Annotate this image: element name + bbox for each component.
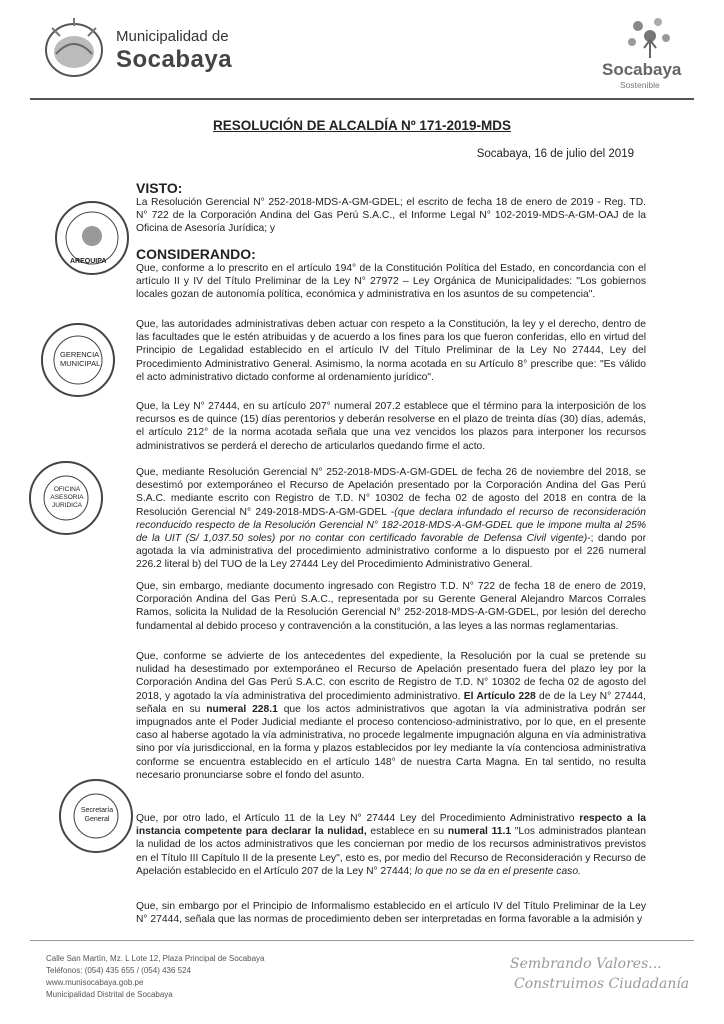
paragraph-4-part-a: Que, mediante Resolución Gerencial N° 252-2018-MDS-A-GM-GDEL de fecha 26 de noviembre del 2018, se desestimó por extemporáneo el Recurso de Apelación presentado por la Corporación Andina del Gas Perú S.A.C. mediante escrito con Registro de T.D. N° 10302 de fecha 02 de agosto del 2018 en contra de la Resolución Gerencial N° 249-2018-MDS-A-GM-GDEL - (136, 467, 646, 518)
paragraph-2: Que, las autoridades administrativas deben actuar con respeto a la Constitución, la ley y el derecho, dentro de las facultades que le estén atribuidas y de acuerdo a los fines para los que fueron conferidas, ello en virtud del Principio de Legalidad establecido en el artículo IV del Título Preliminar de la Ley No 27444, Ley del Procedimiento Administrativo General. Asimismo, la norma acotada en su Artículo 8° prescribe que: "Es válido el acto administrativo dictado conforme al ordenamiento jurídico". (136, 319, 646, 383)
seal-4-label: Secretaría General (80, 807, 114, 823)
paragraph-3: Que, la Ley N° 27444, en su artículo 207° numeral 207.2 establece que el término para la interposición de los recursos es de quince (15) días perentorios y deberán resolverse en el plazo de treinta días (30) días, además, el artículo 212° de la norma acotada señala que una vez vencidos los plazos para interponer los recursos administrativos se perderá el derecho de articularlos quedando firme el acto. (136, 401, 646, 452)
paragraph-7-part-f: lo que no se da en el presente caso. (414, 865, 581, 877)
paragraph-6-part-b: El Artículo 228 (463, 690, 536, 702)
paragraph-7-part-c: establece en su (370, 826, 445, 838)
asesoria-seal-stamp (26, 458, 106, 538)
paragraph-7 (136, 812, 646, 878)
footer-website: www.munisocabaya.gob.pe (46, 978, 144, 987)
paragraph-4-part-b: (que declara infundado el recurso de reconsideración reconducido respecto de la Resolución Gerencial N° 182-2018-MDS-A-GM-GDEL que le impone multa al 25% de la UIT (S/ 1,037.50 soles) por no contar con certificado favorable de Defensa Civil vigente) (136, 506, 646, 545)
brand-big-text: Socabaya (116, 46, 233, 73)
footer-slogan-1: Sembrando Valores... (510, 956, 662, 972)
paragraph-8: Que, sin embargo por el Principio de Informalismo establecido en el artículo IV del Título Preliminar de la Ley N° 27444, señala que las normas de procedimiento deben ser interpretadas en forma favorable a la admisión y (136, 901, 646, 926)
secretaria-seal-stamp (56, 776, 136, 856)
paragraph-7-part-a: Que, por otro lado, el Artículo 11 de la Ley N° 27444 Ley del Procedimiento Administrativo (136, 813, 575, 824)
header-divider (30, 98, 694, 100)
district-seal-stamp (52, 198, 132, 278)
resolution-date: Socabaya, 16 de julio del 2019 (476, 148, 634, 160)
paragraph-6 (136, 650, 646, 782)
paragraph-4-part-c: -; dando por agotada la vía administrativa del procedimiento administrativo conforme a lo dispuesto por el 226 numeral 226.2 literal b) del TUO de la Ley 27444 Ley del Procedimiento Administrativo General. (136, 533, 647, 571)
gerencia-seal-stamp (38, 320, 118, 400)
paragraph-4 (136, 466, 646, 572)
footer-slogan-2: Construimos Ciudadanía (514, 976, 690, 992)
paragraph-1: Que, conforme a lo prescrito en el artículo 194° de la Constitución Política del Estado, en concordancia con el artículo II y IV del Título Preliminar de la Ley N° 27972 – Ley Orgánica de Municipalidades: "Los gobiernos locales gozan de autonomía política, económica y administrativa en los asuntos de su competencia". (136, 263, 646, 301)
right-brand-sub: Sostenible (620, 80, 660, 90)
paragraph-6-part-a: Que, conforme se advierte de los antecedentes del expediente, la Resolución por la cual se pretende su nulidad ha desestimado por extemporáneo el Recurso de Apelación presentado fuera del plazo ley por la Corporación Andina del Gas Perú S.A.C. con escrito de Registro de T.D. N° 10302 de fecha 02 de agosto del 2018, y agotado la vía administrativa del procedimiento administrativo. (136, 651, 646, 702)
footer-divider (30, 940, 694, 941)
visto-paragraph: La Resolución Gerencial N° 252-2018-MDS-A-GM-GDEL; el escrito de fecha 18 de enero de 2019 - Reg. TD. N° 722 de la Corporación Andina del Gas Perú S.A.C., el Informe Legal N° 102-2019-MDS-A-GM-OAJ de la Oficina de Asesoría Jurídica; y (136, 197, 646, 235)
seal-3-label: OFICINA ASESORIA JURIDICA (50, 486, 84, 509)
right-brand-text: Socabaya (602, 60, 682, 79)
paragraph-7-part-b: respecto a la instancia competente para declarar la nulidad, (136, 813, 646, 838)
visto-heading: VISTO: (136, 180, 183, 196)
socabaya-sostenible-logo (598, 12, 698, 94)
paragraph-5: Que, sin embargo, mediante documento ingresado con Registro T.D. N° 722 de fecha 18 de enero de 2019, Corporación Andina del Gas Perú S.A.C., representada por su Gerente General Alejandro Marcos Corrales Ramos, solicita la Nulidad de la Resolución Gerencial N° 252-2018-MDS-A-GM-GDEL, por lesión del derecho fundamental al debido proceso y contravención a la constitución, a las leyes a las normas reglamentarias. (136, 581, 646, 632)
footer-address: Calle San Martín, Mz. L Lote 12, Plaza Principal de Socabaya (46, 954, 265, 963)
paragraph-6-part-d: numeral 228.1 (206, 703, 278, 715)
paragraph-7-part-d: numeral 11.1 (447, 826, 512, 838)
paragraph-6-part-e: que los actos administrativos que agotan la vía administrativa podrán ser impugnados ante el Poder Judicial mediante el proceso contencioso-administrativo, por lo que, en el presente caso al haberse agotado la vía administrativa, no procede legalmente impugnación alguna en vía administrativa sino por vía jurisdiccional, en la forma y plazos establecidos por ley mediante la vía contenciosa administrativa conforme se encuentra establecido en el artículo 148° de nuestra Carta Magna. En tal sentido, no resulta necesario pronunciarse sobre el fondo del asunto. (136, 703, 646, 781)
seal-1-label: AREQUIPA (70, 258, 107, 265)
footer-phones: Teléfonos: (054) 435 655 / (054) 436 524 (46, 966, 191, 975)
paragraph-6-part-c: de de la Ley N° 27444, señala en su (136, 690, 646, 715)
seal-2-label: GERENCIA MUNICIPAL (60, 350, 101, 368)
municipal-crest-logo (38, 14, 110, 82)
resolution-title: RESOLUCIÓN DE ALCALDÍA Nº 171-2019-MDS (213, 118, 511, 133)
footer-facebook: Municipalidad Distrital de Socabaya (46, 990, 173, 999)
brand-small-text: Municipalidad de (116, 28, 229, 45)
considerando-heading: CONSIDERANDO: (136, 246, 256, 262)
paragraph-7-part-e: "Los administrados plantean la nulidad de los actos administrativos que les conciernan por medio de los recursos administrativos previstos en el Título III Capítulo II de la presente Ley", esto es, por medio del Recurso de Reconsideración y Recurso de Apelación establecido en el Artículo 207 de la Ley N° 27444; (136, 826, 646, 877)
